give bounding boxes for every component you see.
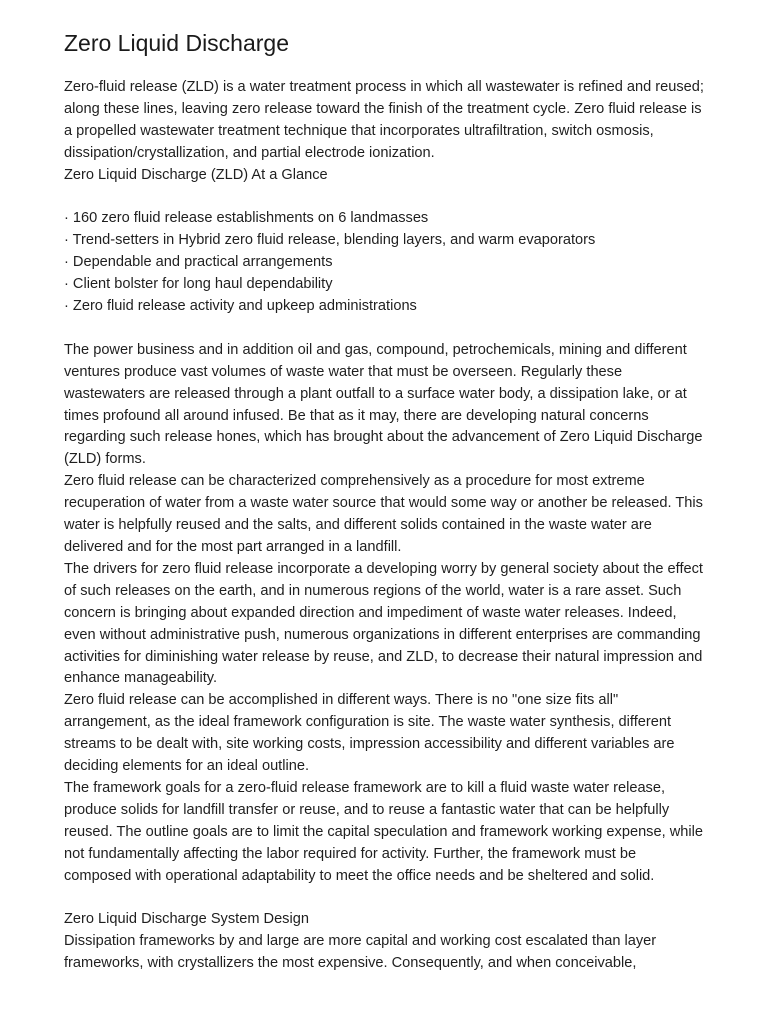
body-paragraph: Zero fluid release can be accomplished in different ways. There is no "one size fits all" arrangement, as the ideal framework configuration is site. The waste water synthesis, different streams to be dealt with, site working costs, impression accessibility and different variables are deciding elements for an ideal outline. [64, 692, 675, 775]
glance-bullet-list [64, 208, 706, 318]
design-paragraph: Dissipation frameworks by and large are more capital and working cost escalated than layer frameworks, with crystallizers the most expensive. Consequently, and when conceivable, [64, 933, 657, 972]
document-title: Zero Liquid Discharge [64, 30, 290, 56]
intro-paragraph: Zero-fluid release (ZLD) is a water treatment process in which all wastewater is refined and reused; along these lines, leaving zero release toward the finish of the treatment cycle. Zero fluid release is a propelled wastewater treatment technique that incorporates ultrafiltration, switch osmosis, dissipation/crystallization, and partial electrode ionization. [64, 79, 704, 161]
bullet-item: · Dependable and practical arrangements [64, 254, 333, 271]
bullet-item: · Zero fluid release activity and upkeep administrations [64, 298, 417, 315]
bullet-item: · 160 zero fluid release establishments on 6 landmasses [64, 210, 429, 227]
body-paragraph: The power business and in addition oil and gas, compound, petrochemicals, mining and different ventures produce vast volumes of waste water that must be overseen. Regularly these wastewaters are released through a plant outfall to a surface water body, a dissipation lake, or at times profound all around infused. Be that as it may, there are developing natural concerns regarding such release hones, which has brought about the advancement of Zero Liquid Discharge (ZLD) forms. [64, 341, 703, 468]
body-paragraph: The framework goals for a zero-fluid release framework are to kill a fluid waste water release, produce solids for landfill transfer or reuse, and to reuse a fantastic water that can be helpfully reused. The outline goals are to limit the capital speculation and framework working expense, while not fundamentally affecting the labor required for activity. Further, the framework must be composed with operational adaptability to meet the office needs and be sheltered and solid. [64, 779, 703, 884]
design-heading: Zero Liquid Discharge System Design [64, 911, 309, 928]
bullet-item: · Trend-setters in Hybrid zero fluid release, blending layers, and warm evaporators [64, 232, 596, 249]
document-body [64, 77, 706, 975]
spacer [64, 318, 706, 340]
spacer [64, 187, 706, 209]
spacer [64, 888, 706, 910]
bullet-item: · Client bolster for long haul dependability [64, 276, 333, 293]
glance-heading: Zero Liquid Discharge (ZLD) At a Glance [64, 166, 328, 183]
body-paragraph: The drivers for zero fluid release incorporate a developing worry by general society about the effect of such releases on the earth, and in numerous regions of the world, water is a rare asset. Such concern is bringing about expanded direction and impediment of waste water releases. Indeed, even without administrative push, numerous organizations in different enterprises are commanding activities for diminishing water release by reuse, and ZLD, to decrease their natural impression and enhance manageability. [64, 560, 703, 687]
body-paragraph: Zero fluid release can be characterized comprehensively as a procedure for most extreme recuperation of water from a waste water source that would some way or another be released. This water is helpfully reused and the salts, and different solids contained in the waste water are delivered and for the most part arranged in a landfill. [64, 473, 703, 555]
